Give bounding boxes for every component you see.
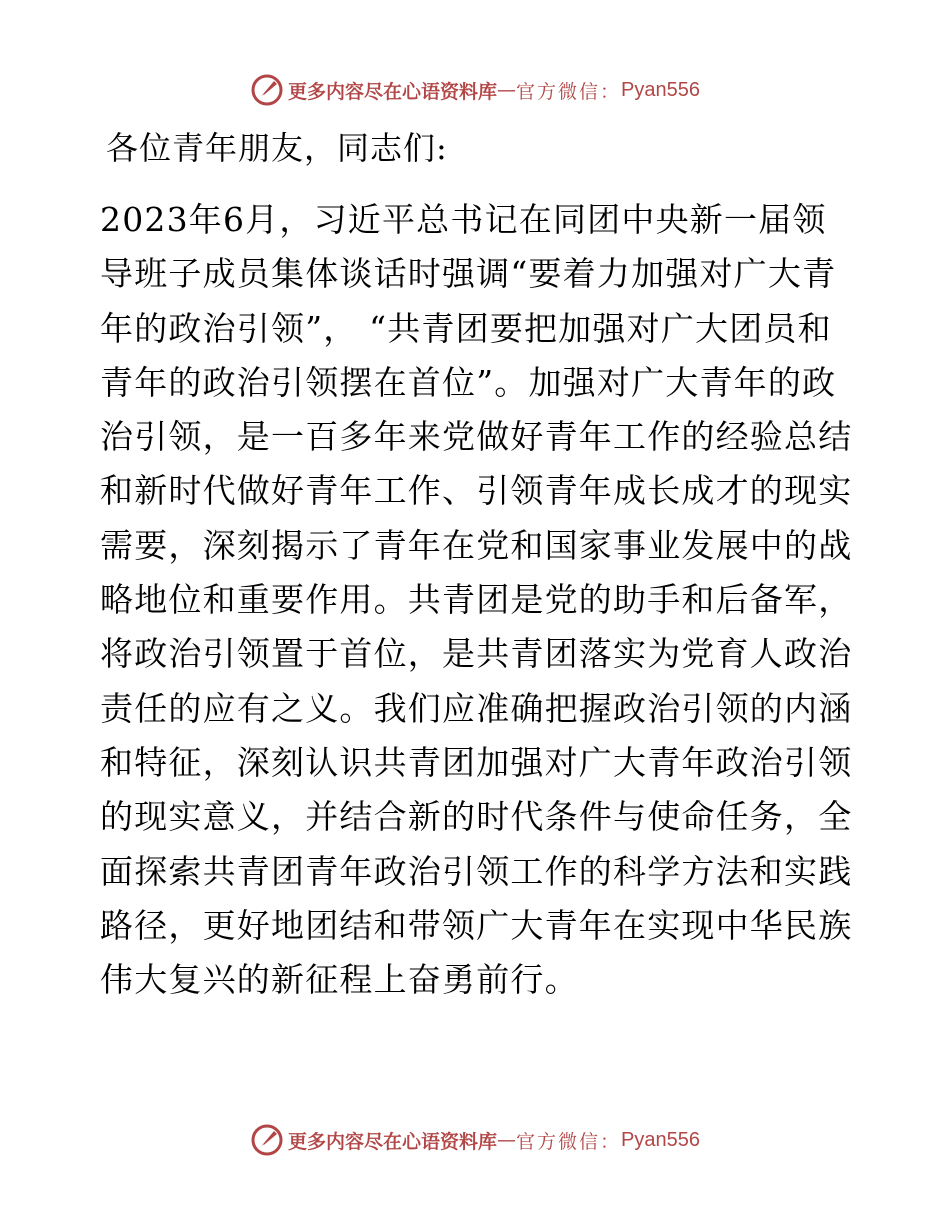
banner-wechat-label: 官方微信： bbox=[516, 1130, 622, 1153]
header-watermark-banner bbox=[0, 70, 950, 110]
paragraph-line: 路径，更好地团结和带领广大青年在实现中华民族 bbox=[100, 905, 853, 945]
paragraph-line: 和特征，深刻认识共青团加强对广大青年政治引领 bbox=[100, 742, 853, 782]
greeting-line: 各位青年朋友，同志们: bbox=[106, 129, 448, 167]
paragraph-line: 面探索共青团青年政治引领工作的科学方法和实践 bbox=[100, 851, 853, 891]
banner-dash: — bbox=[497, 79, 517, 101]
paragraph-line: 导班子成员集体谈话时强调“要着力加强对广大青 bbox=[100, 254, 837, 294]
paragraph-line: 年的政治引领”， “共青团要把加强对广大团员和 bbox=[100, 308, 832, 348]
paragraph-line: 略地位和重要作用。共青团是党的助手和后备军， bbox=[100, 580, 853, 620]
banner-wechat-id: Pyan556 bbox=[621, 78, 700, 101]
banner-wechat-id: Pyan556 bbox=[621, 1128, 700, 1151]
banner-wechat-label: 官方微信： bbox=[516, 80, 622, 103]
paragraph-line: 青年的政治引领摆在首位”。加强对广大青年的政 bbox=[100, 362, 837, 402]
quill-pen-logo-icon bbox=[250, 73, 284, 107]
footer-watermark-banner bbox=[0, 1120, 950, 1160]
paragraph-line: 和新时代做好青年工作、引领青年成长成才的现实 bbox=[100, 471, 853, 511]
paragraph-line: 的现实意义，并结合新的时代条件与使命任务，全 bbox=[100, 797, 853, 837]
quill-pen-logo-icon bbox=[250, 1123, 284, 1157]
paragraph-line: 将政治引领置于首位，是共青团落实为党育人政治 bbox=[100, 634, 853, 674]
paragraph-line: 需要，深刻揭示了青年在党和国家事业发展中的战 bbox=[100, 525, 853, 565]
paragraph-line: 伟大复兴的新征程上奋勇前行。 bbox=[100, 960, 579, 1000]
paragraph-line: 治引领，是一百多年来党做好青年工作的经验总结 bbox=[100, 417, 853, 457]
speech-paragraph bbox=[100, 193, 853, 1007]
banner-library-text: 更多内容尽在心语资料库 bbox=[288, 1130, 498, 1153]
banner-library-text: 更多内容尽在心语资料库 bbox=[288, 80, 498, 103]
banner-dash: — bbox=[497, 1129, 517, 1151]
paragraph-line: 责任的应有之义。我们应准确把握政治引领的内涵 bbox=[100, 688, 853, 728]
paragraph-line: 2023年6月，习近平总书记在同团中央新一届领 bbox=[100, 200, 827, 239]
